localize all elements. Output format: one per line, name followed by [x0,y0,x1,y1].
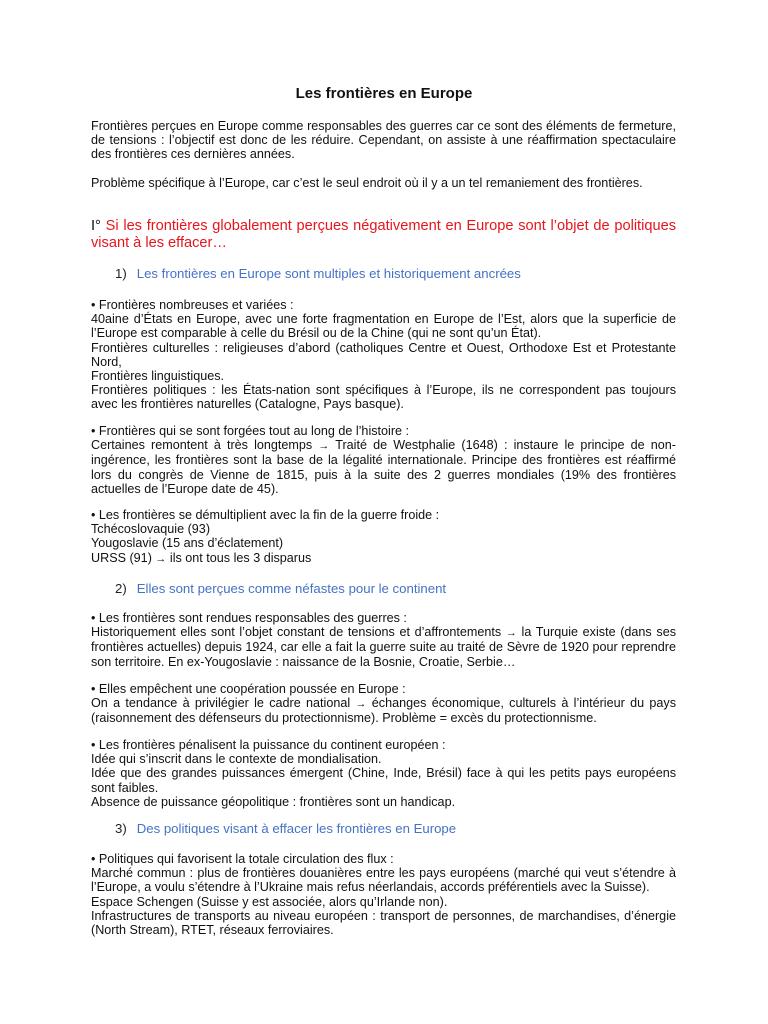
subheading-2-label: Elles sont perçues comme néfastes pour le continent [136,581,447,596]
sub3-bullet-1 [91,852,676,937]
subheading-1-number: 1) [115,266,127,281]
subheading-1-label: Les frontières en Europe sont multiples et historiquement ancrées [136,266,521,281]
arrow-icon: → [155,552,167,565]
bullet-line: On a tendance à privilégier le cadre national → échanges économique, culturels à l’intérieur du pays (raisonnement des défenseurs du protectionnisme). Problème = excès du protectionnisme. [91,696,677,726]
intro-paragraph-1 [91,119,676,162]
subheading-2 [115,581,446,596]
bullet-title: • Frontières qui se sont forgées tout au long de l’histoire : [91,424,410,438]
subheading-3-label: Des politiques visant à effacer les frontières en Europe [136,821,457,836]
bullet-line: Idée que des grandes puissances émergent (Chine, Inde, Brésil) face à qui les petits pays européens sont faibles. [91,766,676,795]
bullet-line: Infrastructures de transports au niveau européen : transport de personnes, de marchandises, d’énergie (North Stream), RTET, réseaux ferroviaires. [91,908,676,938]
bullet-line: Frontières politiques : les États-nation sont spécifiques à l’Europe, ils ne correspondent pas toujours avec les frontières naturelles (Catalogne, Pays basque). [91,383,676,412]
intro-text-1: Frontières perçues en Europe comme responsables des guerres car ce sont des éléments de fermeture, de tensions : l’objectif est donc de les réduire. Cependant, on assiste à une réaffirmation spectaculaire des frontières ces dernières années. [91,119,676,162]
bullet-line: Historiquement elles sont l’objet constant de tensions et d’affrontements → la Turquie existe (dans ses frontières actuelles) depuis 1924, car elle a fait la guerre suite au traité de Sèvre de 1920 pour reprendre son territoire. En ex-Yougoslavie : naissance de la Bosnie, Croatie, Serbie… [91,625,676,669]
bullet-line: URSS (91) → ils ont tous les 3 disparus [91,550,312,565]
bullet-title: • Frontières nombreuses et variées : [91,298,294,312]
bullet-line: Tchécoslovaquie (93) [91,522,211,537]
arrow-icon: → [355,698,367,711]
document-title: Les frontières en Europe [295,85,473,102]
arrow-icon: → [505,627,517,640]
bullet-line: Frontières linguistiques. [91,369,224,384]
sub2-bullet-2 [91,682,676,726]
sub1-bullet-3 [91,508,676,566]
bullet-title: • Politiques qui favorisent la totale circulation des flux : [91,852,394,866]
bullet-title: • Les frontières pénalisent la puissance du continent européen : [91,738,446,752]
sub1-bullet-1 [91,298,676,412]
bullet-title: • Les frontières se démultiplient avec la fin de la guerre froide : [91,508,440,522]
bullet-line: Espace Schengen (Suisse y est associée, alors qu’Irlande non). [91,894,448,909]
bullet-line: Absence de puissance géopolitique : frontières sont un handicap. [91,794,456,809]
subheading-1 [115,266,521,281]
arrow-icon: → [318,440,330,453]
intro-paragraph-2 [91,176,676,190]
bullet-line: 40aine d’États en Europe, avec une forte fragmentation en Europe de l’Est, alors que la superficie de l’Europe est comparable à celle du Brésil ou de la Chine (qui ne sont qu’un État). [91,312,676,341]
bullet-line: Yougoslavie (15 ans d’éclatement) [91,536,284,551]
section-1-heading [91,218,676,252]
sub1-bullet-2 [91,424,676,496]
sub2-bullet-1 [91,611,676,669]
subheading-3-number: 3) [115,821,127,836]
bullet-title: • Les frontières sont rendues responsables des guerres : [91,611,407,625]
intro-text-2: Problème spécifique à l’Europe, car c’est le seul endroit où il y a un tel remaniement des frontières. [91,176,643,190]
sub2-bullet-3 [91,738,676,809]
bullet-title: • Elles empêchent une coopération poussée en Europe : [91,682,406,696]
bullet-line: Marché commun : plus de frontières douanières entre les pays européens (marché qui veut s’étendre à l’Europe, a voulu s’étendre à l’Ukraine mais refus néerlandais, accords préférentiels avec la Suisse). [91,866,676,895]
section-1-prefix: I° [91,218,106,234]
subheading-3 [115,821,456,836]
subheading-2-number: 2) [115,581,127,596]
bullet-line: Idée qui s’inscrit dans le contexte de mondialisation. [91,752,382,767]
section-1-title: Si les frontières globalement perçues négativement en Europe sont l’objet de politiques visant à les effacer… [91,218,677,251]
bullet-line: Frontières culturelles : religieuses d’abord (catholiques Centre et Ouest, Orthodoxe Est et Protestante Nord, [91,340,676,369]
bullet-line: Certaines remontent à très longtemps → Traité de Westphalie (1648) : instaure le principe de non-ingérence, les frontières sont la base de la légalité internationale. Principe des frontières est réaffirmé lors du congrès de Vienne de 1815, puis à la suite des 2 guerres mondiales (19% des frontières actuelles de l’Europe date de 45). [91,438,677,496]
